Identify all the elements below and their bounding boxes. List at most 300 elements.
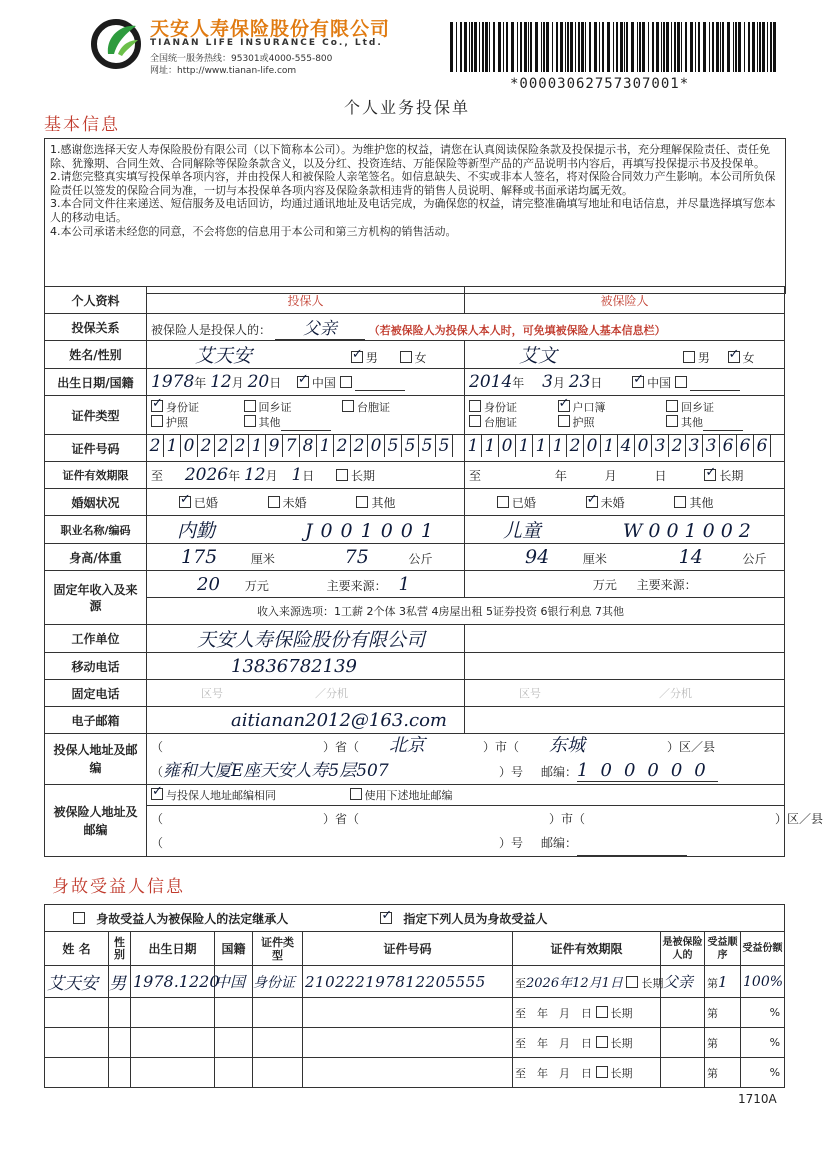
id-digit: 1 bbox=[550, 435, 567, 457]
district-label: ）区／县 bbox=[775, 811, 824, 826]
barcode-number: *00003062757307001* bbox=[510, 76, 690, 92]
applicant-homereturn-checkbox[interactable] bbox=[244, 400, 256, 412]
marital-label: 婚姻状况 bbox=[45, 489, 147, 516]
applicant-landline-cell[interactable]: 区号 ／分机 bbox=[147, 680, 465, 707]
barcode-bar bbox=[677, 22, 680, 72]
applicant-city[interactable]: 东城 bbox=[549, 735, 586, 756]
barcode-bar bbox=[493, 22, 495, 72]
insured-idcard-checkbox[interactable] bbox=[469, 400, 481, 412]
barcode-bar bbox=[460, 22, 462, 72]
barcode-bar bbox=[570, 22, 573, 72]
beneficiary-order-cell bbox=[705, 966, 741, 998]
barcode-bar bbox=[594, 22, 597, 72]
barcode-bar bbox=[498, 22, 501, 72]
barcode-bar bbox=[599, 22, 600, 72]
applicant-longterm-checkbox[interactable] bbox=[336, 469, 348, 481]
empty-cell[interactable] bbox=[253, 1058, 303, 1088]
year-label: 年 bbox=[194, 376, 207, 390]
applicant-height-weight-cell bbox=[147, 544, 465, 571]
empty-valid-cell bbox=[513, 998, 661, 1028]
col-header-share: 受益份额 bbox=[741, 932, 785, 966]
barcode-bar bbox=[585, 22, 586, 72]
empty-cell[interactable] bbox=[109, 998, 131, 1028]
idtype-homereturn: 回乡证 bbox=[681, 400, 714, 414]
applicant-id-number-cell bbox=[147, 435, 465, 462]
barcode-bar bbox=[581, 22, 584, 72]
personal-label: 个人资料 bbox=[45, 287, 147, 314]
applicant-female-checkbox[interactable] bbox=[400, 351, 412, 363]
applicant-valid-month[interactable]: 12 bbox=[243, 465, 266, 485]
order-prefix: 第 bbox=[707, 1006, 718, 1020]
barcode-bar bbox=[479, 22, 480, 72]
applicant-header: 投保人 bbox=[147, 287, 465, 314]
birth-nation-label: 出生日期/国籍 bbox=[45, 369, 147, 396]
use-address-label: 使用下述地址邮编 bbox=[364, 789, 453, 802]
id-digit: 3 bbox=[703, 435, 720, 457]
insured-name[interactable]: 艾文 bbox=[519, 345, 558, 367]
insured-id-number[interactable] bbox=[465, 435, 784, 461]
insured-female-checkbox[interactable] bbox=[728, 351, 740, 363]
barcode-bar bbox=[752, 22, 755, 72]
beneficiary-empty-row bbox=[45, 1028, 785, 1058]
barcode-bar bbox=[485, 22, 488, 72]
barcode-bar bbox=[589, 22, 591, 72]
to-label: 至 bbox=[151, 469, 164, 483]
empty-cell[interactable] bbox=[131, 1058, 215, 1088]
insured-passport-checkbox[interactable] bbox=[558, 415, 570, 427]
id-digit: 2 bbox=[334, 435, 351, 457]
barcode-bar bbox=[613, 22, 614, 72]
empty-cell[interactable] bbox=[303, 998, 513, 1028]
name-sex-label: 姓名/性别 bbox=[45, 341, 147, 369]
cm-label: 厘米 bbox=[250, 552, 275, 566]
barcode-bar bbox=[546, 22, 549, 72]
barcode-bar bbox=[738, 22, 741, 72]
month-label: 月 bbox=[552, 376, 565, 390]
longterm-checkbox[interactable] bbox=[596, 1066, 608, 1078]
order-prefix: 第 bbox=[707, 1066, 718, 1080]
notice-4: 4.本公司承诺未经您的同意，不会将您的信息用于本公司和第三方机构的销售活动。 bbox=[50, 224, 457, 238]
applicant-idcard-checkbox[interactable] bbox=[151, 400, 163, 412]
barcode-bar bbox=[530, 22, 532, 72]
col-header-idtype: 证件类型 bbox=[253, 932, 303, 966]
idtype-other: 其他 bbox=[681, 415, 703, 429]
beneficiary-relation[interactable]: 父亲 bbox=[661, 966, 705, 998]
id-digit: 1 bbox=[482, 435, 499, 457]
female-label: 女 bbox=[742, 351, 755, 365]
unmarried-label: 未婚 bbox=[282, 495, 307, 510]
id-valid-label: 证件有效期限 bbox=[45, 462, 147, 489]
empty-order-cell[interactable] bbox=[705, 1058, 741, 1088]
col-header-sex: 性别 bbox=[109, 932, 131, 966]
applicant-male-checkbox[interactable] bbox=[351, 351, 363, 363]
company-logo bbox=[88, 14, 144, 70]
applicant-birth-cell bbox=[147, 369, 465, 396]
id-digit: 6 bbox=[737, 435, 754, 457]
barcode-bar bbox=[744, 22, 745, 72]
idtype-taiwan: 台胞证 bbox=[484, 415, 517, 429]
applicant-income-source[interactable]: 1 bbox=[398, 573, 410, 595]
insured-household-checkbox[interactable] bbox=[558, 400, 570, 412]
empty-cell[interactable] bbox=[661, 1058, 705, 1088]
beneficiary-birth[interactable]: 1978.1220 bbox=[131, 966, 215, 998]
applicant-married-checkbox[interactable] bbox=[179, 496, 191, 508]
use-address-checkbox[interactable] bbox=[350, 788, 362, 800]
id-digit: 9 bbox=[266, 435, 283, 457]
barcode-bar bbox=[733, 22, 734, 72]
barcode-bar bbox=[520, 22, 522, 72]
height-weight-label: 身高/体重 bbox=[45, 544, 147, 571]
col-header-nation: 国籍 bbox=[215, 932, 253, 966]
applicant-income-cell bbox=[147, 571, 465, 598]
beneficiary-valid[interactable]: 2026年12月1日 bbox=[526, 976, 623, 991]
empty-cell[interactable] bbox=[109, 1028, 131, 1058]
month-label: 月 bbox=[604, 468, 617, 483]
id-digit: 0 bbox=[499, 435, 516, 457]
insured-married-checkbox[interactable] bbox=[497, 496, 509, 508]
insured-marital-other-checkbox[interactable] bbox=[674, 496, 686, 508]
insured-name-cell bbox=[465, 341, 785, 369]
barcode-bar bbox=[759, 22, 761, 72]
empty-cell[interactable] bbox=[253, 998, 303, 1028]
province-label: ）省（ bbox=[323, 811, 360, 826]
applicant-height[interactable]: 175 bbox=[181, 546, 218, 568]
id-digit: 5 bbox=[402, 435, 419, 457]
ext-label: 分机 bbox=[326, 687, 348, 700]
applicant-address-label: 投保人地址及邮编 bbox=[45, 734, 147, 785]
barcode-bar bbox=[685, 22, 687, 72]
insured-mobile-cell[interactable] bbox=[465, 653, 785, 680]
employer-label: 工作单位 bbox=[45, 625, 147, 653]
barcode-bar bbox=[722, 22, 724, 72]
empty-share-cell[interactable] bbox=[741, 998, 785, 1028]
id-digit: 1 bbox=[317, 435, 334, 457]
year-label: 年 bbox=[512, 376, 525, 390]
insured-id-type-cell bbox=[465, 396, 785, 435]
applicant-passport-checkbox[interactable] bbox=[151, 415, 163, 427]
empty-cell[interactable] bbox=[303, 1028, 513, 1058]
applicant-weight[interactable]: 75 bbox=[344, 546, 369, 568]
longterm-label: 长期 bbox=[719, 468, 744, 483]
barcode-bar bbox=[712, 22, 714, 72]
insured-id-number-cell bbox=[465, 435, 785, 462]
id-digit: 7 bbox=[283, 435, 300, 457]
insured-landline-cell[interactable]: 区号 ／分机 bbox=[465, 680, 785, 707]
insured-income-cell bbox=[465, 571, 785, 598]
insured-weight[interactable]: 14 bbox=[678, 546, 703, 568]
empty-cell[interactable] bbox=[215, 998, 253, 1028]
empty-cell[interactable] bbox=[131, 998, 215, 1028]
email-label: 电子邮箱 bbox=[45, 707, 147, 734]
applicant-occupation[interactable]: 内勤 bbox=[177, 520, 216, 542]
longterm-checkbox[interactable] bbox=[596, 1006, 608, 1018]
insured-address-cell[interactable]: （ ）省（ ）市（ ）区／县 （ ）号 邮编： bbox=[147, 806, 785, 857]
longterm-label: 长期 bbox=[610, 1066, 633, 1080]
empty-cell[interactable] bbox=[303, 1058, 513, 1088]
id-digit: 0 bbox=[584, 435, 601, 457]
legal-heir-checkbox[interactable] bbox=[73, 912, 85, 924]
barcode-bar bbox=[456, 22, 457, 72]
applicant-occupation-cell bbox=[147, 516, 465, 544]
id-digit: 3 bbox=[652, 435, 669, 457]
insured-other-id-checkbox[interactable] bbox=[666, 415, 678, 427]
barcode-bar bbox=[661, 22, 662, 72]
id-number-label: 证件号码 bbox=[45, 435, 147, 462]
empty-cell[interactable] bbox=[253, 1028, 303, 1058]
company-name: 天安人寿保险股份有限公司 bbox=[150, 18, 391, 40]
barcode-bar bbox=[528, 22, 529, 72]
beneficiary-options bbox=[45, 905, 785, 932]
postcode-label: 邮编： bbox=[541, 765, 578, 779]
barcode-bar bbox=[565, 22, 566, 72]
empty-cell[interactable] bbox=[215, 1028, 253, 1058]
designated-checkbox[interactable] bbox=[380, 912, 392, 924]
share-suffix: % bbox=[769, 1036, 781, 1049]
beneficiary-longterm-checkbox[interactable] bbox=[626, 976, 638, 988]
kg-label: 公斤 bbox=[742, 552, 767, 566]
to-label: 至 bbox=[515, 977, 526, 990]
empty-cell[interactable] bbox=[45, 1058, 109, 1088]
applicant-mobile-cell bbox=[147, 653, 465, 680]
empty-valid-label: 至 年 月 日 bbox=[515, 1036, 592, 1050]
month-label: 月 bbox=[265, 469, 278, 483]
barcode-bar bbox=[773, 22, 776, 72]
barcode-bar bbox=[703, 22, 706, 72]
applicant-id-valid-cell bbox=[147, 462, 465, 489]
relation-label: 投保关系 bbox=[45, 314, 147, 341]
idtype-homereturn: 回乡证 bbox=[258, 400, 292, 414]
applicant-employer-cell bbox=[147, 625, 465, 653]
id-digit: 4 bbox=[618, 435, 635, 457]
insured-id-valid-cell bbox=[465, 462, 785, 489]
insured-birth-year[interactable]: 2014 bbox=[469, 372, 513, 392]
barcode-bar bbox=[524, 22, 527, 72]
china-label: 中国 bbox=[647, 376, 672, 390]
notice-2: 2.请您完整真实填写投保单各项内容，并由投保人和被保险人亲笔签名。如信息缺失、不实或非本人签名，将对保险合同效力产生影响。本公司所负保险责任以签发的保险合同为准，一切与本投保单各项内容及保险条款相违背的销售人员说明、解释或书面承诺均属无效。 bbox=[50, 170, 776, 197]
col-header-valid: 证件有效期限 bbox=[513, 932, 661, 966]
barcode-bar bbox=[620, 22, 623, 72]
empty-cell[interactable] bbox=[109, 1058, 131, 1088]
relation-value[interactable]: 父亲 bbox=[275, 314, 365, 340]
relation-note: （若被保险人为投保人本人时，可免填被保险人基本信息栏） bbox=[368, 324, 666, 337]
beneficiary-order[interactable]: 1 bbox=[718, 972, 728, 991]
other-label: 其他 bbox=[689, 495, 714, 510]
id-digit: 1 bbox=[601, 435, 618, 457]
same-address-checkbox[interactable] bbox=[151, 788, 163, 800]
barcode-bar bbox=[575, 22, 576, 72]
applicant-china-checkbox[interactable] bbox=[297, 376, 309, 388]
insured-occupation[interactable]: 儿童 bbox=[503, 520, 542, 542]
barcode-bar bbox=[727, 22, 730, 72]
id-digit: 1 bbox=[533, 435, 550, 457]
year-label: 年 bbox=[554, 468, 567, 483]
mobile-label: 移动电话 bbox=[45, 653, 147, 680]
day-label: 日 bbox=[302, 469, 315, 483]
barcode-bar bbox=[767, 22, 768, 72]
insured-china-checkbox[interactable] bbox=[632, 376, 644, 388]
designated-label: 指定下列人员为身故受益人 bbox=[403, 911, 548, 926]
same-address-label: 与投保人地址邮编相同 bbox=[166, 789, 276, 802]
insured-homereturn-checkbox[interactable] bbox=[666, 400, 678, 412]
empty-cell[interactable] bbox=[215, 1058, 253, 1088]
empty-cell[interactable] bbox=[45, 998, 109, 1028]
barcode-bar bbox=[671, 22, 672, 72]
city-label: ）市（ bbox=[483, 740, 520, 754]
applicant-birth-year[interactable]: 1978 bbox=[151, 372, 195, 392]
col-header-relation: 是被保险人的 bbox=[661, 932, 705, 966]
applicant-street[interactable]: 雍和大厦E座天安人寿5层507 bbox=[163, 761, 389, 781]
id-digit: 0 bbox=[181, 435, 198, 457]
empty-share-cell[interactable] bbox=[741, 1058, 785, 1088]
applicant-id-number[interactable] bbox=[147, 435, 464, 461]
id-digit: 1 bbox=[465, 435, 482, 457]
id-digit: 2 bbox=[669, 435, 686, 457]
insured-other-nation-checkbox[interactable] bbox=[675, 376, 687, 388]
insured-taiwan-checkbox[interactable] bbox=[469, 415, 481, 427]
applicant-birth-month[interactable]: 12 bbox=[210, 372, 232, 392]
id-digit: 1 bbox=[516, 435, 533, 457]
empty-share-cell[interactable] bbox=[741, 1028, 785, 1058]
applicant-email[interactable]: aitianan2012@163.com bbox=[231, 709, 447, 731]
insured-marital-cell bbox=[465, 489, 785, 516]
barcode-bar bbox=[489, 22, 490, 72]
barcode-bar bbox=[578, 22, 580, 72]
idtype-idcard: 身份证 bbox=[166, 400, 199, 414]
barcode-bar bbox=[560, 22, 563, 72]
applicant-other-id-checkbox[interactable] bbox=[244, 415, 256, 427]
id-digit: 2 bbox=[232, 435, 249, 457]
applicant-name[interactable]: 艾天安 bbox=[195, 345, 253, 367]
col-header-birth: 出生日期 bbox=[131, 932, 215, 966]
relation-cell bbox=[147, 314, 785, 341]
barcode-bar bbox=[535, 22, 538, 72]
barcode-bar bbox=[616, 22, 618, 72]
barcode-bar bbox=[503, 22, 504, 72]
company-website: 网址：http://www.tianan-life.com bbox=[150, 66, 297, 76]
day-label: 日 bbox=[269, 376, 282, 390]
col-header-order: 受益顺序 bbox=[705, 932, 741, 966]
applicant-other-nation-checkbox[interactable] bbox=[340, 376, 352, 388]
beneficiary-sex[interactable]: 男 bbox=[109, 966, 131, 998]
barcode-bar bbox=[656, 22, 659, 72]
month-label: 月 bbox=[231, 376, 244, 390]
insured-unmarried-checkbox[interactable] bbox=[586, 496, 598, 508]
beneficiary-share[interactable]: 100% bbox=[741, 966, 785, 998]
barcode-bar bbox=[511, 22, 514, 72]
barcode-bar bbox=[709, 22, 710, 72]
empty-order-cell[interactable] bbox=[705, 1028, 741, 1058]
id-digit: 0 bbox=[635, 435, 652, 457]
applicant-occupation-code[interactable]: J001001 bbox=[304, 520, 441, 542]
insured-male-checkbox[interactable] bbox=[683, 351, 695, 363]
barcode-bar bbox=[541, 22, 542, 72]
married-label: 已婚 bbox=[511, 495, 536, 510]
applicant-marital-other-checkbox[interactable] bbox=[356, 496, 368, 508]
beneficiary-nation[interactable]: 中国 bbox=[215, 966, 253, 998]
insured-address-label: 被保险人地址及邮编 bbox=[45, 785, 147, 857]
empty-cell[interactable] bbox=[131, 1028, 215, 1058]
empty-cell[interactable] bbox=[661, 1028, 705, 1058]
applicant-mobile[interactable]: 13836782139 bbox=[231, 655, 357, 677]
applicant-employer[interactable]: 天安人寿保险股份有限公司 bbox=[197, 629, 426, 651]
form-title: 个人业务投保单 bbox=[344, 98, 471, 117]
id-digit: 6 bbox=[720, 435, 737, 457]
notice-box bbox=[44, 138, 786, 294]
order-prefix: 第 bbox=[707, 1036, 718, 1050]
barcode-bar bbox=[469, 22, 470, 72]
beneficiary-idtype[interactable]: 身份证 bbox=[253, 966, 303, 998]
notice-3: 3.本合同文件往来递送、短信服务及电话回访，均通过通讯地址及电话完成，为确保您的权益，请完整准确填写地址和电话信息，并尽量选择填写您本人的移动电话。 bbox=[50, 197, 776, 224]
idtype-idcard: 身份证 bbox=[484, 400, 517, 414]
barcode-bar bbox=[637, 22, 638, 72]
insured-birth-day[interactable]: 23 bbox=[568, 372, 591, 392]
insured-height[interactable]: 94 bbox=[525, 546, 550, 568]
barcode-bar bbox=[506, 22, 508, 72]
barcode-bar bbox=[567, 22, 569, 72]
applicant-postcode[interactable]: 100000 bbox=[577, 760, 718, 781]
insured-occupation-code[interactable]: W001002 bbox=[622, 520, 757, 542]
ext-label: 分机 bbox=[670, 687, 692, 700]
applicant-valid-day[interactable]: 1 bbox=[291, 465, 303, 485]
empty-valid-cell bbox=[513, 1058, 661, 1088]
applicant-unmarried-checkbox[interactable] bbox=[268, 496, 280, 508]
main-source-label: 主要来源： bbox=[326, 578, 387, 593]
applicant-marital-cell bbox=[147, 489, 465, 516]
id-digit: 2 bbox=[198, 435, 215, 457]
applicant-province[interactable]: 北京 bbox=[389, 735, 426, 756]
insured-longterm-checkbox[interactable] bbox=[704, 469, 716, 481]
empty-cell[interactable] bbox=[45, 1028, 109, 1058]
china-label: 中国 bbox=[311, 376, 336, 390]
id-type-label: 证件类型 bbox=[45, 396, 147, 435]
applicant-birth-day[interactable]: 20 bbox=[247, 372, 270, 392]
id-digit: 2 bbox=[215, 435, 232, 457]
occupation-label: 职业名称/编码 bbox=[45, 516, 147, 544]
id-digit: 1 bbox=[164, 435, 181, 457]
hao-label: ）号 bbox=[499, 835, 524, 850]
id-digit: 5 bbox=[436, 435, 453, 457]
insured-email-cell[interactable] bbox=[465, 707, 785, 734]
footer-code: 1710A bbox=[738, 1092, 777, 1106]
idtype-passport: 护照 bbox=[166, 415, 188, 429]
wan-label: 万元 bbox=[592, 577, 617, 592]
barcode-bar bbox=[652, 22, 654, 72]
barcode-bar bbox=[631, 22, 634, 72]
applicant-id-type-cell bbox=[147, 396, 465, 435]
day-label: 日 bbox=[590, 376, 603, 390]
empty-valid-cell bbox=[513, 1028, 661, 1058]
insured-birth-month[interactable]: 3 bbox=[542, 372, 553, 392]
applicant-taiwan-checkbox[interactable] bbox=[342, 400, 354, 412]
male-label: 男 bbox=[365, 351, 378, 365]
hao-label: ）号 bbox=[499, 765, 524, 779]
applicant-address-cell: （ ）省（ 北京 ）市（ 东城 ）区／县 （雍和大厦E座天安人寿5层507 ）号 邮编：100000 bbox=[147, 734, 785, 785]
insured-employer-cell[interactable] bbox=[465, 625, 785, 653]
beneficiary-idnumber[interactable]: 210222197812205555 bbox=[303, 966, 513, 998]
empty-cell[interactable] bbox=[661, 998, 705, 1028]
notice-1: 1.感谢您选择天安人寿保险股份有限公司（以下简称本公司）。为维护您的权益，请您在认真阅读保险条款及投保提示书，充分理解保险责任、责任免除、犹豫期、合同生效、合同解除等保险条款含义，以及分红、投资连结、万能保险等新型产品的产品说明书内容后，再填写投保提示书及投保单。 bbox=[50, 143, 770, 170]
barcode-bar bbox=[607, 22, 610, 72]
beneficiary-name[interactable]: 艾天安 bbox=[45, 966, 109, 998]
main-source-label: 主要来源： bbox=[636, 577, 697, 592]
barcode-bar bbox=[720, 22, 721, 72]
applicant-name-cell bbox=[147, 341, 465, 369]
applicant-income[interactable]: 20 bbox=[197, 573, 220, 595]
company-name-en: TIANAN LIFE INSURANCE Co., Ltd. bbox=[150, 38, 383, 48]
longterm-checkbox[interactable] bbox=[596, 1036, 608, 1048]
empty-order-cell[interactable] bbox=[705, 998, 741, 1028]
applicant-valid-year[interactable]: 2026 bbox=[184, 465, 229, 485]
